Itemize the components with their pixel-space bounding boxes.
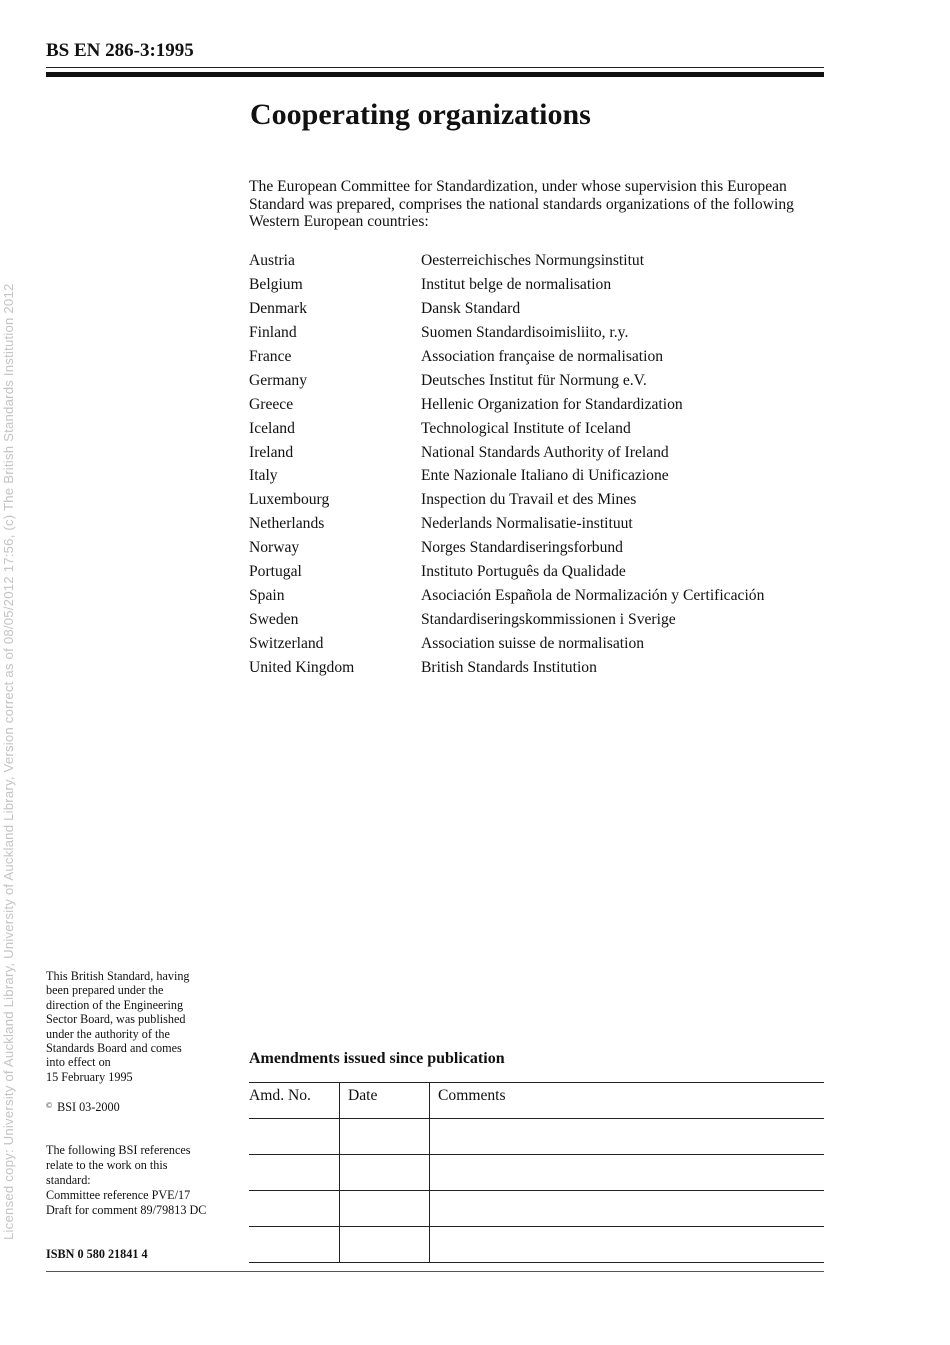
organization-name: Inspection du Travail et des Mines [421, 491, 637, 509]
column-divider [429, 1227, 430, 1262]
list-item [249, 634, 829, 658]
amendments-table [249, 1082, 824, 1263]
list-item [249, 562, 829, 586]
list-item [249, 586, 829, 610]
organization-name: Nederlands Normalisatie-instituut [421, 515, 633, 533]
table-row [249, 1191, 824, 1227]
publication-note-line: Standards Board and comes [46, 1041, 182, 1056]
organization-name: Technological Institute of Iceland [421, 419, 631, 437]
organization-name: Dansk Standard [421, 299, 521, 317]
column-header-comments: Comments [438, 1087, 506, 1104]
publication-note-line: direction of the Engineering [46, 997, 184, 1012]
table-row [249, 1155, 824, 1191]
country-name: Austria [249, 252, 295, 269]
reference-line: Committee reference PVE/17 [46, 1188, 191, 1202]
list-item [249, 251, 829, 275]
reference-line: The following BSI references [46, 1143, 191, 1157]
reference-line: Draft for comment 89/79813 DC [46, 1203, 207, 1217]
country-name: Sweden [249, 611, 299, 629]
document-id: BS EN 286-3:1995 [46, 40, 194, 61]
license-watermark: Licensed copy: University of Auckland Library, University of Auckland Library, Version correct as of 08/05/2012 17:56, (c) The British Standards Institution 2012 [1, 283, 16, 1240]
copyright-icon: © [46, 1101, 53, 1110]
list-item [249, 443, 829, 467]
table-header-row [249, 1082, 824, 1119]
column-divider [339, 1119, 340, 1154]
page-title: Cooperating organizations [250, 98, 591, 131]
publication-note-line: into effect on [46, 1055, 111, 1070]
list-item [249, 514, 829, 538]
country-name: Belgium [249, 275, 303, 293]
publication-note-line: under the authority of the [46, 1026, 170, 1041]
list-item [249, 466, 829, 490]
country-name: Portugal [249, 563, 302, 581]
country-name: Iceland [249, 419, 295, 437]
table-row [249, 1119, 824, 1155]
organization-name: Standardiseringskommissionen i Sverige [421, 611, 676, 629]
reference-line: relate to the work on this [46, 1158, 168, 1172]
organization-name: Asociación Española de Normalización y Certificación [421, 587, 765, 605]
column-header-amd-no: Amd. No. [249, 1087, 311, 1104]
reference-line: standard: [46, 1173, 91, 1187]
column-divider [339, 1227, 340, 1262]
column-divider [429, 1191, 430, 1226]
country-name: Italy [249, 467, 278, 485]
column-divider [339, 1083, 340, 1118]
country-name: Denmark [249, 299, 308, 317]
organization-name: National Standards Authority of Ireland [421, 443, 669, 461]
publication-note-line: Sector Board, was published [46, 1012, 186, 1027]
column-header-date: Date [348, 1087, 378, 1104]
column-divider [429, 1083, 430, 1118]
list-item [249, 658, 829, 682]
country-name: Norway [249, 539, 300, 557]
country-name: Luxembourg [249, 491, 330, 509]
isbn: ISBN 0 580 21841 4 [46, 1247, 148, 1261]
publication-note-line: 15 February 1995 [46, 1069, 133, 1084]
list-item [249, 275, 829, 299]
country-name: Finland [249, 323, 297, 341]
publication-note-line: This British Standard, having [46, 969, 190, 983]
list-item [249, 538, 829, 562]
organization-name: Institut belge de normalisation [421, 275, 612, 293]
country-name: France [249, 347, 292, 365]
country-name: Switzerland [249, 635, 324, 652]
organization-name: Suomen Standardisoimisliito, r.y. [421, 323, 629, 341]
organization-name: Ente Nazionale Italiano di Unificazione [421, 467, 669, 485]
list-item [249, 490, 829, 514]
organization-name: Association suisse de normalisation [421, 635, 645, 652]
copyright-text: BSI 03-2000 [57, 1100, 120, 1114]
organization-name: Association française de normalisation [421, 347, 664, 365]
list-item [249, 371, 829, 395]
list-item [249, 323, 829, 347]
country-name: Spain [249, 587, 285, 605]
organization-name: Deutsches Institut für Normung e.V. [421, 371, 647, 389]
list-item [249, 395, 829, 419]
header-rule-thick [46, 72, 824, 77]
organization-name: British Standards Institution [421, 658, 597, 676]
list-item [249, 419, 829, 443]
intro-paragraph: The European Committee for Standardization, under whose supervision this European Standard was prepared, comprises the national standards organizations of the following Western European countries: [249, 178, 794, 230]
bsi-references [46, 1143, 246, 1218]
country-name: Netherlands [249, 515, 325, 533]
column-divider [339, 1155, 340, 1190]
country-name: Greece [249, 395, 294, 413]
copyright-notice [46, 1100, 120, 1115]
publication-note-line: been prepared under the [46, 983, 164, 998]
amendments-heading: Amendments issued since publication [249, 1050, 505, 1067]
list-item [249, 610, 829, 634]
footer-rule [46, 1271, 824, 1272]
publication-note [46, 969, 236, 1084]
organization-name: Hellenic Organization for Standardization [421, 395, 683, 413]
organization-name: Oesterreichisches Normungsinstitut [421, 252, 645, 269]
list-item [249, 347, 829, 371]
header-rule-thin [46, 67, 824, 68]
country-name: Germany [249, 371, 308, 389]
list-item [249, 299, 829, 323]
table-row [249, 1227, 824, 1263]
organization-name: Instituto Português da Qualidade [421, 563, 626, 581]
column-divider [339, 1191, 340, 1226]
country-name: United Kingdom [249, 658, 355, 676]
column-divider [429, 1155, 430, 1190]
column-divider [429, 1119, 430, 1154]
organization-name: Norges Standardiseringsforbund [421, 539, 623, 557]
country-name: Ireland [249, 443, 294, 461]
organizations-list [249, 251, 829, 682]
